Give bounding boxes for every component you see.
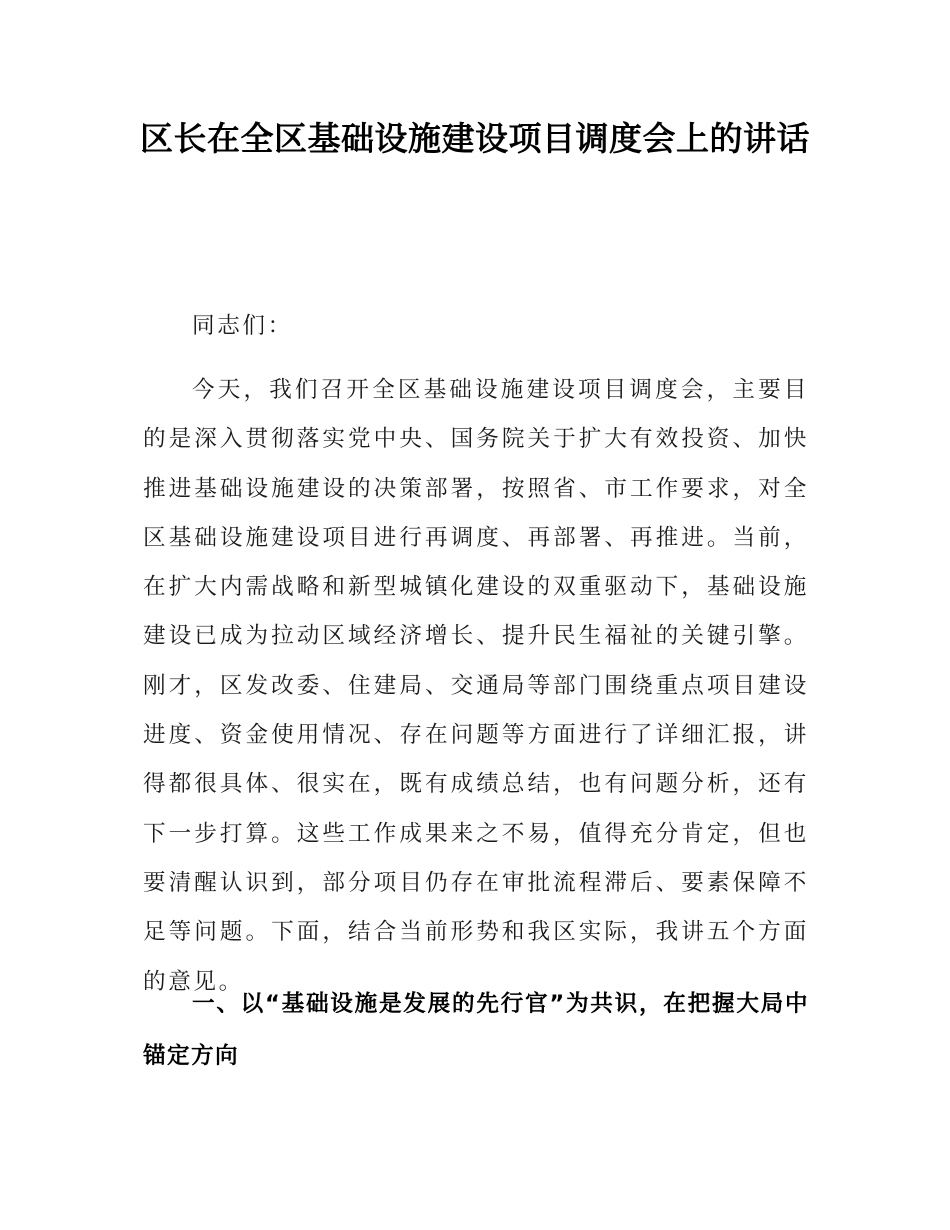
document-title: 区长在全区基础设施建设项目调度会上的讲话 [140, 119, 810, 158]
section-heading: 一、以“基础设施是发展的先行官”为共识，在把握大局中锚定方向 [143, 991, 809, 1069]
greeting: 同志们： [192, 313, 293, 339]
body-paragraph: 今天，我们召开全区基础设施建设项目调度会，主要目的是深入贯彻落实党中央、国务院关于扩大有效投资、加快推进基础设施建设的决策部署，按照省、市工作要求，对全区基础设施建设项目进行再调度、再部署、再推进。当前，在扩大内需战略和新型城镇化建设的双重驱动下，基础设施建设已成为拉动区域经济增长、提升民生福祉的关键引擎。刚才，区发改委、住建局、交通局等部门围绕重点项目建设进度、资金使用情况、存在问题等方面进行了详细汇报，讲得都很具体、很实在，既有成绩总结，也有问题分析，还有下一步打算。这些工作成果来之不易，值得充分肯定，但也要清醒认识到，部分项目仍存在审批流程滞后、要素保障不足等问题。下面，结合当前形势和我区实际，我讲五个方面的意见。 [143, 377, 809, 995]
